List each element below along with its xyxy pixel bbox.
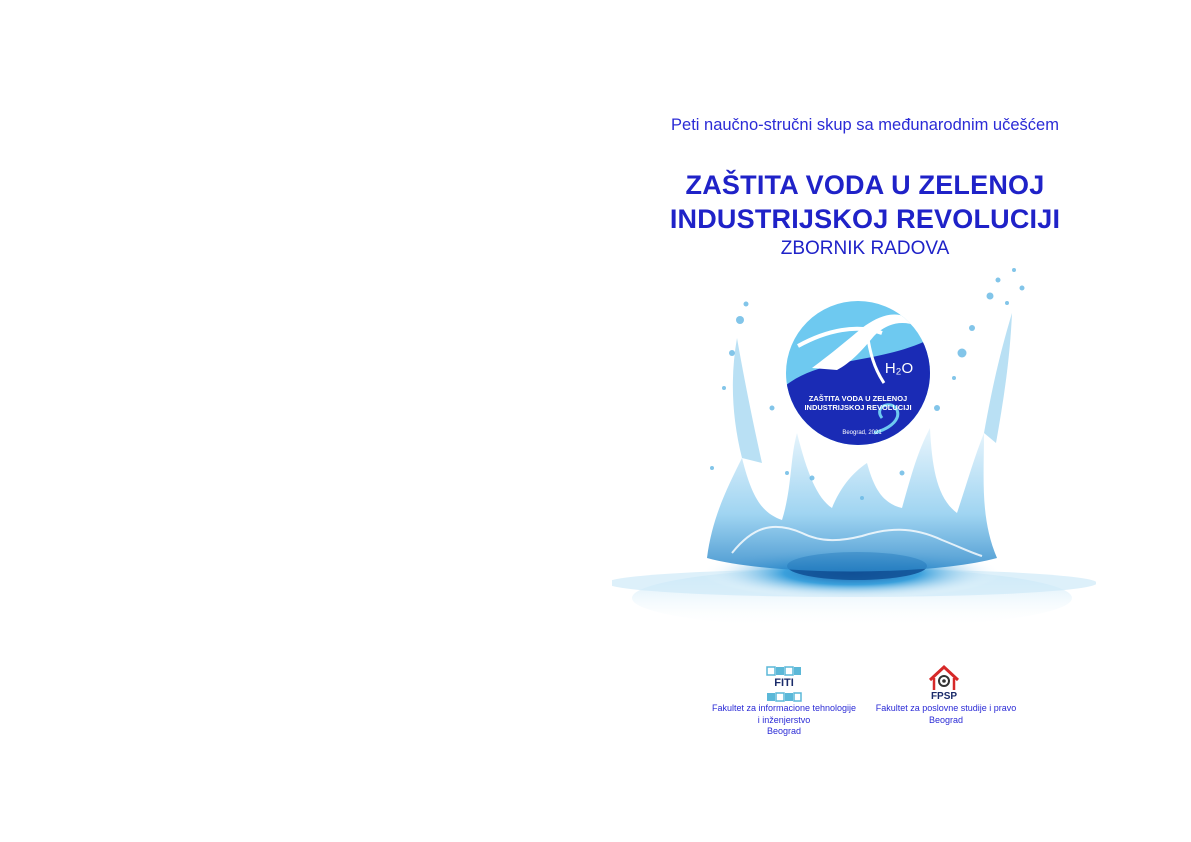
water-splash-image [612,258,1096,758]
fpsp-logo-text: FPSP [930,691,958,702]
fiti-logo [766,666,802,702]
logo-line-1: ZAŠTITA VODA U ZELENOJ [808,394,908,403]
fiti-logo-text: FITI [774,677,794,689]
subtitle: Peti naučno-stručni skup sa međunarodnim učešćem [671,116,1059,134]
title-line-1: ZAŠTITA VODA U ZELENOJ [685,170,1045,200]
fpsp-city: Beograd [928,714,964,725]
splash-svg [612,258,1096,758]
logo-formula: H₂O [884,360,914,377]
page-title [600,168,1130,236]
logo-place-date: Beograd, 2021 [842,430,882,436]
institution-fiti [702,703,866,738]
proceedings-label: ZBORNIK RADOVA [780,238,950,259]
fiti-city: Beograd [766,726,802,736]
institution-fpsp [866,703,1026,726]
fpsp-logo [924,664,964,704]
fpsp-name-line-1: Fakultet za poslovne studije i pravo [875,703,1017,713]
fpsp-house-icon [924,664,964,694]
fiti-name-line-1: Fakultet za informacione tehnologije [711,703,857,713]
fiti-name-line-2: i inženjerstvo [757,714,811,725]
title-line-2: INDUSTRIJSKOJ REVOLUCIJI [669,204,1061,234]
logo-line-2: INDUSTRIJSKOJ REVOLUCIJI [804,403,912,412]
